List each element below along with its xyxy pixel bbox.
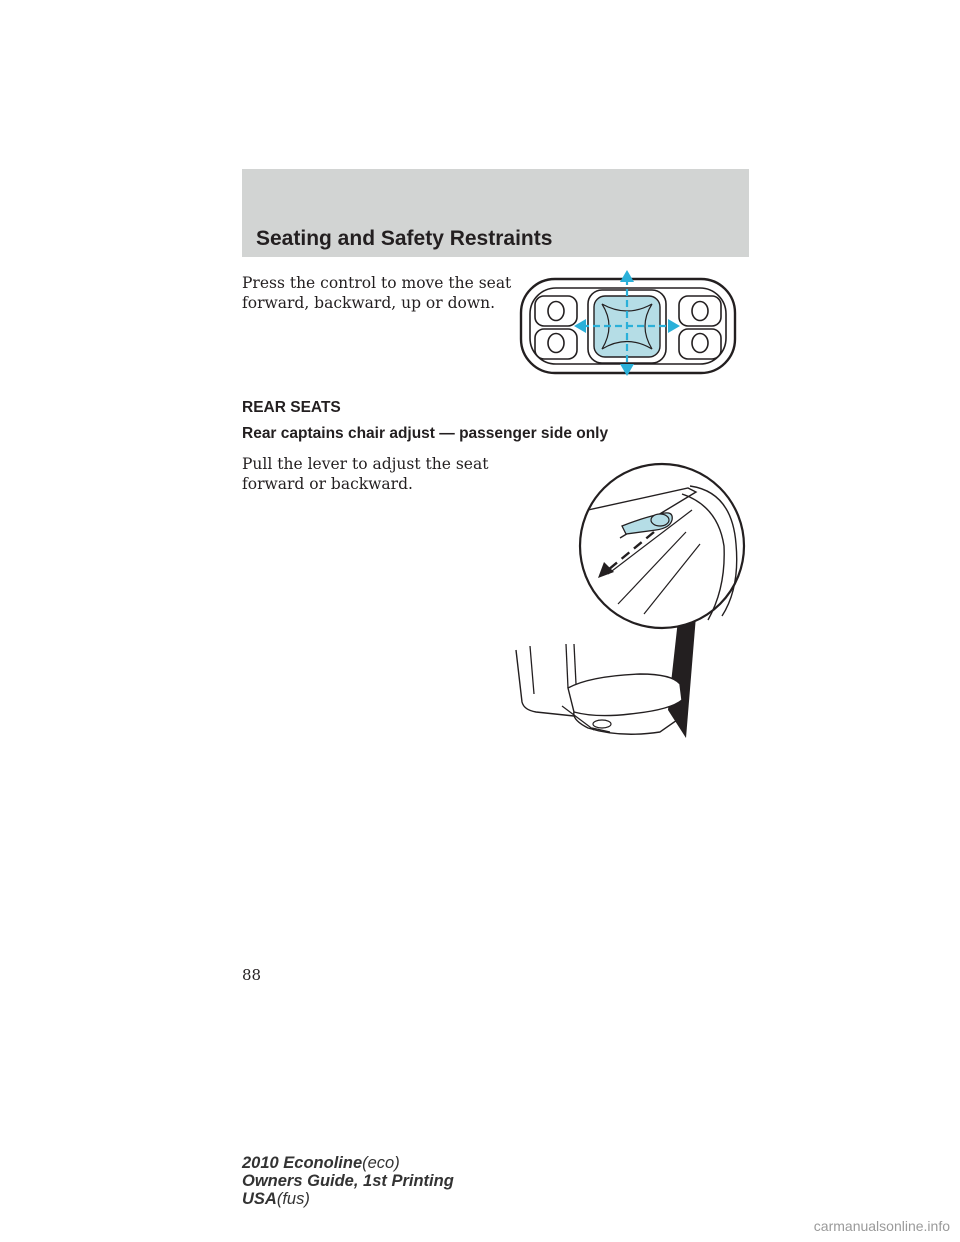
- footer-market-code: (fus): [276, 1190, 310, 1208]
- power-seat-line-2: forward, backward, up or down.: [242, 294, 496, 312]
- rear-captains-chair-subheading: Rear captains chair adjust — passenger side only: [242, 425, 609, 442]
- footer-model: 2010 Econoline: [242, 1154, 363, 1172]
- power-seat-line-1: Press the control to move the seat: [242, 274, 512, 292]
- rear-seat-line-1: Pull the lever to adjust the seat: [242, 455, 489, 473]
- rear-seat-line-2: forward or backward.: [242, 475, 413, 493]
- power-seat-instructions: [242, 273, 511, 313]
- section-header-band: [242, 169, 749, 257]
- document-footer: [242, 1154, 454, 1208]
- page-number: 88: [242, 966, 262, 984]
- power-seat-control-illustration: [518, 270, 738, 376]
- watermark: carmanualsonline.info: [813, 1218, 950, 1234]
- section-title: Seating and Safety Restraints: [256, 227, 553, 250]
- rear-seats-heading: REAR SEATS: [242, 399, 341, 416]
- footer-guide: Owners Guide, 1st Printing: [242, 1172, 454, 1190]
- rear-seat-lever-illustration: [510, 448, 750, 748]
- footer-model-code: (eco): [362, 1154, 400, 1172]
- footer-market: USA: [242, 1190, 277, 1208]
- rear-seat-instructions: [242, 454, 488, 494]
